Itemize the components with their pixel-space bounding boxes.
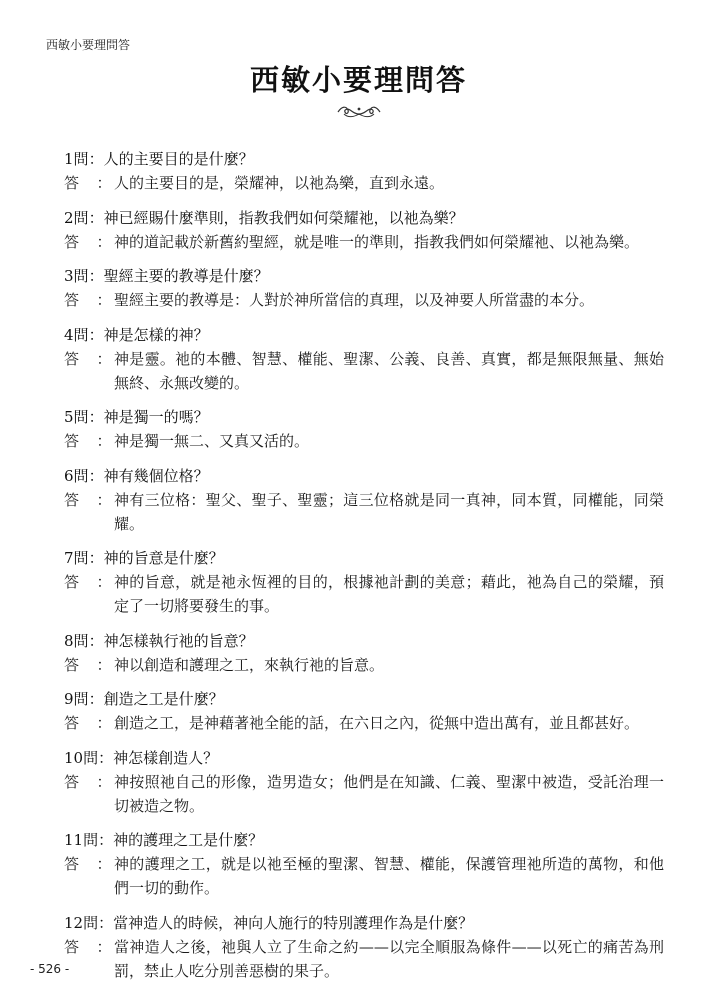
question-number: 6 [64, 466, 74, 485]
question-colon: ： [88, 325, 104, 344]
answer-text: 神是靈。祂的本體、智慧、權能、聖潔、公義、良善、真實，都是無限無量、無始無終、永無改變的。 [114, 349, 664, 392]
question-text: 人的主要目的是什麼？ [103, 150, 254, 168]
answer-text: 神是獨一無二、又真又活的。 [114, 432, 310, 450]
answer-colon: ： [96, 174, 112, 192]
question-suffix: 問 [83, 831, 99, 849]
running-header: 西敏小要理問答 [46, 38, 131, 52]
qa-item [64, 547, 664, 618]
question-text: 神的旨意是什麼？ [103, 549, 224, 567]
question-line [64, 324, 664, 347]
answer-colon: ： [96, 855, 112, 873]
question-line [64, 265, 664, 288]
qa-item [64, 747, 664, 818]
question-number: 5 [64, 408, 74, 426]
question-colon: ： [88, 466, 104, 485]
question-suffix: 問 [73, 408, 89, 426]
question-suffix: 問 [73, 631, 89, 650]
question-number: 10 [64, 748, 84, 767]
question-suffix: 問 [73, 150, 89, 168]
answer-text: 人的主要目的是，榮耀神，以祂為樂，直到永遠。 [114, 174, 445, 192]
answer-colon: ： [96, 232, 112, 251]
answer-line [64, 230, 664, 254]
answer-colon: ： [96, 432, 112, 450]
answer-label: 答 [64, 937, 80, 956]
question-suffix: 問 [73, 690, 89, 708]
answer-colon: ： [96, 490, 112, 509]
answer-line [64, 171, 664, 195]
answer-line [64, 488, 664, 536]
answer-colon: ： [96, 573, 112, 591]
qa-item [64, 688, 664, 735]
question-number: 1 [64, 150, 74, 168]
answer-label: 答 [64, 432, 80, 450]
question-suffix: 問 [73, 267, 89, 285]
question-text: 神有幾個位格？ [103, 466, 209, 485]
qa-item [64, 207, 664, 254]
answer-line [64, 935, 664, 983]
answer-colon: ： [96, 349, 112, 368]
answer-colon: ： [96, 291, 112, 309]
question-colon: ： [88, 267, 104, 285]
page-number: - 526 - [30, 962, 70, 976]
answer-text: 當神造人之後，祂與人立了生命之約——以完全順服為條件——以死亡的痛苦為刑罰，禁止人吃分別善惡樹的果子。 [114, 937, 664, 980]
question-number: 3 [64, 267, 74, 285]
question-text: 創造之工是什麼？ [103, 690, 224, 708]
question-line [64, 688, 664, 711]
flourish-ornament-icon [336, 104, 382, 120]
answer-line [64, 347, 664, 395]
answer-label: 答 [64, 855, 80, 873]
question-number: 7 [64, 549, 74, 567]
question-number: 2 [64, 208, 74, 227]
answer-line [64, 852, 664, 900]
question-line [64, 747, 664, 770]
answer-label: 答 [64, 174, 80, 192]
question-line [64, 829, 664, 852]
answer-label: 答 [64, 232, 80, 251]
question-suffix: 問 [73, 208, 89, 227]
question-text: 神已經賜什麼準則，指教我們如何榮耀祂，以祂為樂？ [103, 208, 464, 227]
question-text: 神怎樣創造人？ [113, 748, 219, 767]
question-number: 8 [64, 631, 74, 650]
answer-colon: ： [96, 714, 112, 732]
question-line [64, 547, 664, 570]
answer-colon: ： [96, 937, 112, 956]
answer-label: 答 [64, 573, 80, 591]
question-line [64, 465, 664, 488]
answer-label: 答 [64, 291, 80, 309]
answer-line [64, 570, 664, 618]
answer-line [64, 653, 664, 677]
question-line [64, 148, 664, 171]
qa-item [64, 265, 664, 312]
question-line [64, 912, 664, 935]
question-colon: ： [88, 150, 104, 168]
answer-line [64, 429, 664, 453]
page-title: 西敏小要理問答 [249, 63, 467, 97]
qa-item [64, 406, 664, 453]
answer-text: 神的道記載於新舊約聖經，就是唯一的準則，指教我們如何榮耀祂、以祂為樂。 [114, 232, 640, 251]
question-suffix: 問 [73, 549, 89, 567]
answer-text: 神以創造和護理之工，來執行祂的旨意。 [114, 655, 385, 674]
answer-text: 創造之工，是神藉著祂全能的話，在六日之內，從無中造出萬有，並且都甚好。 [114, 714, 640, 732]
question-colon: ： [88, 549, 104, 567]
question-suffix: 問 [83, 913, 99, 932]
answer-text: 神的旨意，就是祂永恆裡的目的，根據祂計劃的美意；藉此，祂為自己的榮耀，預定了一切將要發生的事。 [114, 573, 664, 615]
question-line [64, 406, 664, 429]
question-line [64, 630, 664, 653]
question-number: 12 [64, 913, 84, 932]
question-colon: ： [88, 408, 104, 426]
qa-item [64, 148, 664, 195]
answer-text: 神的護理之工，就是以祂至極的聖潔、智慧、權能，保護管理祂所造的萬物，和他們一切的動作。 [114, 855, 664, 897]
answer-text: 神有三位格：聖父、聖子、聖靈；這三位格就是同一真神，同本質，同權能，同榮耀。 [114, 490, 664, 533]
question-text: 神是獨一的嗎？ [103, 408, 209, 426]
answer-label: 答 [64, 349, 80, 368]
question-colon: ： [98, 748, 114, 767]
answer-line [64, 288, 664, 312]
question-colon: ： [98, 913, 114, 932]
qa-item [64, 324, 664, 395]
answer-label: 答 [64, 714, 80, 732]
answer-label: 答 [64, 655, 80, 674]
qa-list [64, 148, 664, 994]
answer-text: 神按照祂自己的形像，造男造女；他們是在知識、仁義、聖潔中被造，受託治理一切被造之物。 [114, 772, 664, 815]
question-text: 當神造人的時候，神向人施行的特別護理作為是什麼？ [113, 913, 474, 932]
question-text: 聖經主要的教導是什麼？ [103, 267, 269, 285]
question-colon: ： [88, 631, 104, 650]
answer-text: 聖經主要的教導是：人對於神所當信的真理，以及神要人所當盡的本分。 [114, 291, 595, 309]
qa-item [64, 912, 664, 983]
question-number: 11 [64, 831, 84, 849]
question-suffix: 問 [73, 466, 89, 485]
answer-line [64, 711, 664, 735]
question-number: 4 [64, 325, 74, 344]
qa-item [64, 465, 664, 536]
answer-label: 答 [64, 490, 80, 509]
qa-item [64, 630, 664, 677]
question-suffix: 問 [83, 748, 99, 767]
qa-item [64, 829, 664, 900]
question-line [64, 207, 664, 230]
answer-label: 答 [64, 772, 80, 791]
question-text: 神是怎樣的神？ [103, 325, 209, 344]
question-colon: ： [88, 690, 104, 708]
answer-line [64, 770, 664, 818]
answer-colon: ： [96, 772, 112, 791]
answer-colon: ： [96, 655, 112, 674]
question-text: 神的護理之工是什麼？ [113, 831, 264, 849]
question-suffix: 問 [73, 325, 89, 344]
question-text: 神怎樣執行祂的旨意？ [103, 631, 254, 650]
question-colon: ： [98, 831, 114, 849]
question-number: 9 [64, 690, 74, 708]
question-colon: ： [88, 208, 104, 227]
